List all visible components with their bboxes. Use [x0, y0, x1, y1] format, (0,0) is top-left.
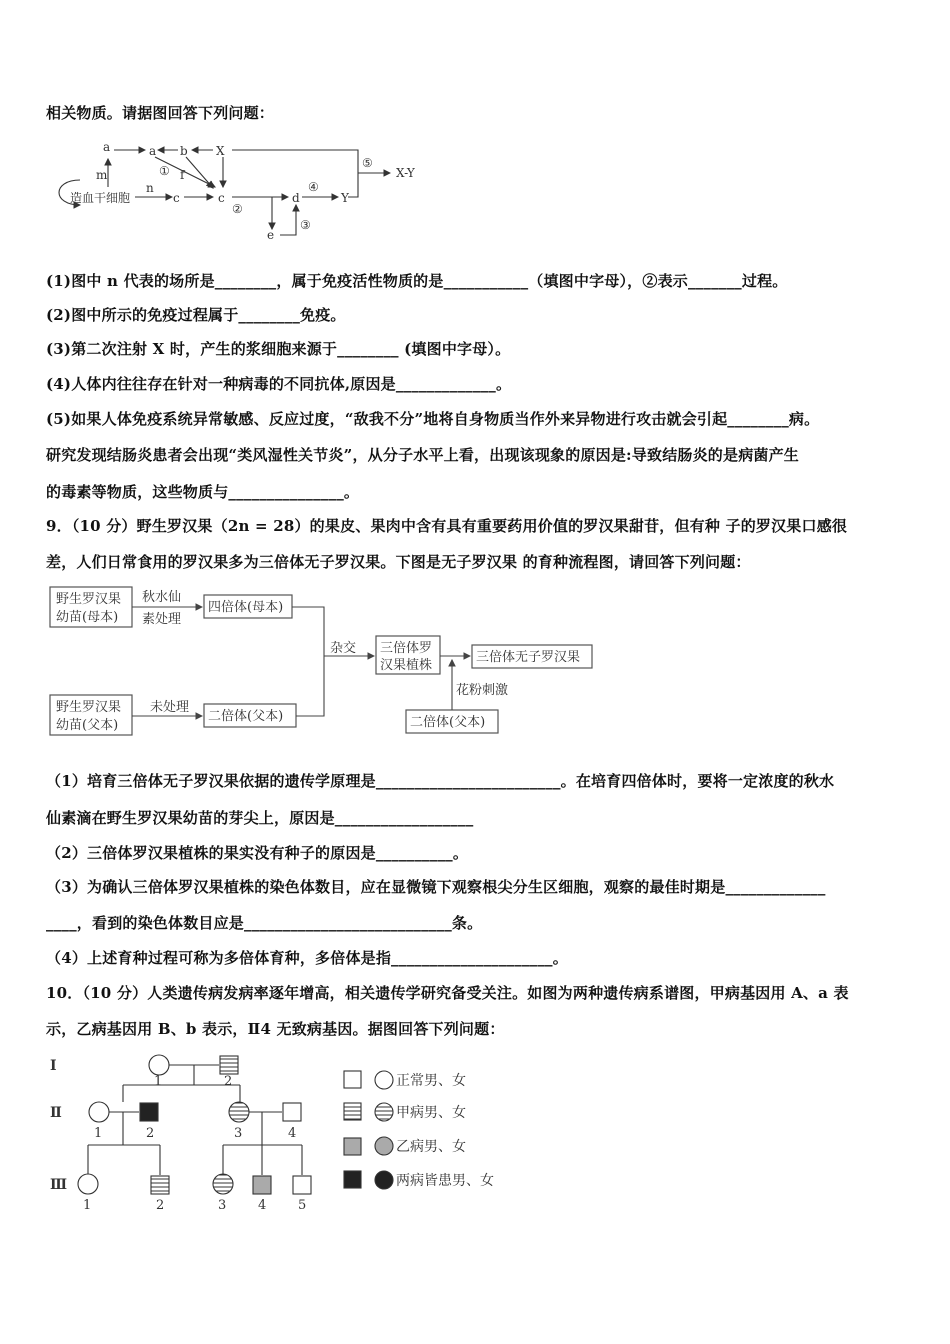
legend-jia: 甲病男、女	[396, 1105, 466, 1121]
q10-stem-line2: 示，乙病基因用 B、b 表示，Ⅱ4 无致病基因。据图回答下列问题：	[46, 1020, 505, 1038]
q10-stem-line1: 10．（10 分）人类遗传病发病率逐年增高，相关遗传学研究备受关注。如图为两种遗传病系谱图，甲病基因用 A、a 表	[46, 984, 849, 1002]
q8-sub2: (2)图中所示的免疫过程属于________免疫。	[46, 306, 346, 324]
q8-sub3: (3)第二次注射 X 时，产生的浆细胞来源于________ (填图中字母）。	[46, 340, 511, 358]
q9-stem-line2: 差，人们日常食用的罗汉果多为三倍体无子罗汉果。下图是无子罗汉果 的育种流程图，请回答下列问题：	[46, 553, 751, 571]
immune-diagram	[50, 135, 450, 245]
q9-sub3b: ____，看到的染色体数目应是___________________________条。	[46, 914, 483, 932]
num-III5: 5	[298, 1198, 307, 1213]
num-III2: 2	[156, 1198, 165, 1213]
box-wild-mother-2: 幼苗(母本)	[56, 610, 119, 625]
label-X: X	[216, 144, 225, 158]
breeding-flowchart	[46, 580, 606, 740]
label-a1: a	[149, 144, 157, 158]
label-c-small: c	[173, 191, 180, 205]
label-e: e	[267, 228, 275, 242]
intro-text: 相关物质。请据图回答下列问题：	[46, 104, 275, 122]
num-III3: 3	[218, 1198, 227, 1213]
gen-I: Ⅰ	[50, 1058, 57, 1074]
label-p4: ④	[308, 180, 319, 194]
gen-III: Ⅲ	[50, 1177, 68, 1193]
label-m: m	[96, 168, 108, 182]
box-seedless: 三倍体无子罗汉果	[476, 650, 581, 665]
box-diploid-2: 二倍体(父本)	[410, 715, 486, 730]
legend-both: 两病皆患男、女	[396, 1173, 494, 1189]
legend-yi: 乙病男、女	[396, 1139, 466, 1155]
q9-sub2: （2）三倍体罗汉果植株的果实没有种子的原因是__________。	[46, 844, 469, 862]
q9-sub1b: 仙素滴在野生罗汉果幼苗的芽尖上，原因是__________________	[46, 809, 474, 827]
q8-sub4: (4)人体内往往存在针对一种病毒的不同抗体,原因是_____________。	[46, 375, 512, 393]
box-tetraploid: 四倍体(母本)	[208, 600, 284, 615]
label-pollen: 花粉刺激	[456, 683, 509, 698]
box-wild-father-2: 幼苗(父本)	[56, 718, 119, 733]
box-triploid-2: 汉果植株	[380, 658, 433, 673]
num-II3: 3	[234, 1126, 243, 1141]
label-untreated: 未处理	[150, 700, 190, 715]
label-b: b	[180, 144, 188, 158]
box-wild-father-1: 野生罗汉果	[56, 700, 122, 715]
num-II4: 4	[288, 1126, 297, 1141]
label-Y: Y	[341, 191, 349, 205]
q8-sub5a: (5)如果人体免疫系统异常敏感、反应过度，“敌我不分”地将自身物质当作外来异物进行攻击就会引起________病。	[46, 410, 820, 428]
label-p1: ①	[159, 164, 170, 178]
label-hsc: 造血干细胞	[70, 191, 131, 205]
label-p5: ⑤	[362, 156, 373, 170]
q9-sub1a: （1）培育三倍体无子罗汉果依据的遗传学原理是________________________。在培育四倍体时，要将一定浓度的秋水	[46, 772, 835, 790]
label-cross: 杂交	[330, 641, 357, 656]
label-d: d	[292, 191, 300, 205]
num-I2: 2	[224, 1074, 233, 1089]
num-III4: 4	[258, 1198, 267, 1213]
label-p2: ②	[232, 202, 243, 216]
label-f: f	[180, 168, 185, 182]
label-XY: X-Y	[396, 166, 415, 180]
q8-sub1: (1)图中 n 代表的场所是________，属于免疫活性物质的是___________（填图中字母），②表示_______过程。	[46, 272, 788, 290]
num-II1: 1	[94, 1126, 103, 1141]
q9-sub4: （4）上述育种过程可称为多倍体育种，多倍体是指_____________________。	[46, 949, 568, 967]
q9-stem-line1: 9．（10 分）野生罗汉果（2n = 28）的果皮、果肉中含有具有重要药用价值的罗汉果甜苷，但有种 子的罗汉果口感很	[46, 517, 848, 535]
num-II2: 2	[146, 1126, 155, 1141]
box-diploid-1: 二倍体(父本)	[208, 709, 284, 724]
q8-sub5b: 研究发现结肠炎患者会出现“类风湿性关节炎”，从分子水平上看，出现该现象的原因是:导致结肠炎的是病菌产生	[46, 446, 799, 464]
q8-sub5c: 的毒素等物质，这些物质与_______________。	[46, 483, 360, 501]
num-I1: 1	[154, 1074, 163, 1089]
label-a2: a	[103, 140, 111, 154]
label-n: n	[146, 181, 154, 195]
gen-II: Ⅱ	[50, 1105, 62, 1121]
label-colchicine-1: 秋水仙	[142, 590, 182, 605]
num-III1: 1	[83, 1198, 92, 1213]
label-p3: ③	[300, 218, 311, 232]
legend-normal: 正常男、女	[396, 1073, 466, 1089]
q9-sub3a: （3）为确认三倍体罗汉果植株的染色体数目，应在显微镜下观察根尖分生区细胞，观察的最佳时期是_____________	[46, 878, 826, 896]
box-wild-mother-1: 野生罗汉果	[56, 592, 122, 607]
box-triploid-1: 三倍体罗	[380, 641, 433, 656]
label-colchicine-2: 素处理	[142, 612, 182, 627]
label-c: c	[218, 191, 225, 205]
pedigree-chart	[40, 1045, 560, 1215]
